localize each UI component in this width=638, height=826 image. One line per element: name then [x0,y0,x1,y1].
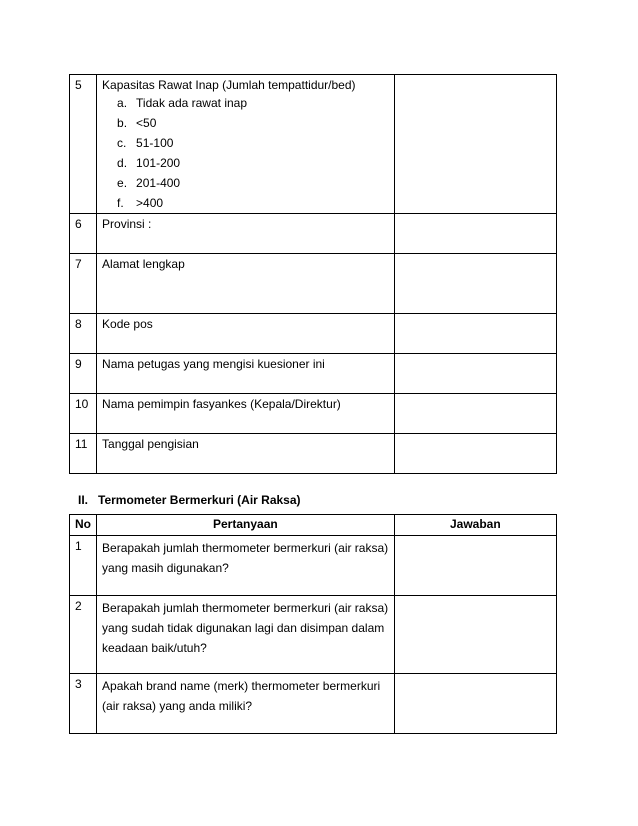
table-row [70,214,557,254]
question-cell [97,75,395,214]
row-number: 5 [70,75,97,214]
column-header-answer: Jawaban [394,515,556,536]
answer-cell[interactable] [394,536,556,596]
answer-cell[interactable] [394,254,556,314]
answer-cell[interactable] [394,434,556,474]
question-text: Kapasitas Rawat Inap (Jumlah tempattidur/bed) [102,78,356,92]
table-row [70,254,557,314]
question-text: Nama pemimpin fasyankes (Kepala/Direktur) [97,394,395,434]
questionnaire-table-1 [69,74,557,474]
row-number: 6 [70,214,97,254]
list-item: c. 51-100 [117,136,174,150]
question-text: Apakah brand name (merk) thermometer bermerkuri (air raksa) yang anda miliki? [97,674,395,734]
table-row [70,596,557,674]
row-number: 9 [70,354,97,394]
list-item: a. Tidak ada rawat inap [117,96,247,110]
question-text: Provinsi : [97,214,395,254]
question-text: Nama petugas yang mengisi kuesioner ini [97,354,395,394]
table-row [70,314,557,354]
option-list [97,93,394,213]
question-text: Kode pos [97,314,395,354]
column-header-no: No [70,515,97,536]
answer-cell[interactable] [394,394,556,434]
section-title: Termometer Bermerkuri (Air Raksa) [98,493,301,507]
section-heading [78,493,301,507]
row-number: 7 [70,254,97,314]
questionnaire-table-2 [69,514,557,734]
table-header-row [70,515,557,536]
answer-cell[interactable] [394,674,556,734]
table-row [70,354,557,394]
answer-cell[interactable] [394,596,556,674]
list-item: b. <50 [117,116,157,130]
answer-cell[interactable] [394,214,556,254]
answer-cell[interactable] [394,354,556,394]
row-number: 2 [70,596,97,674]
question-text: Berapakah jumlah thermometer bermerkuri (air raksa) yang masih digunakan? [97,536,395,596]
question-text: Tanggal pengisian [97,434,395,474]
row-number: 1 [70,536,97,596]
question-text: Berapakah jumlah thermometer bermerkuri (air raksa) yang sudah tidak digunakan lagi dan disimpan dalam keadaan baik/utuh? [97,596,395,674]
list-item: d. 101-200 [117,156,181,170]
row-number: 11 [70,434,97,474]
row-number: 3 [70,674,97,734]
column-header-question: Pertanyaan [97,515,395,536]
answer-cell[interactable] [394,75,556,214]
row-number: 10 [70,394,97,434]
table-row [70,394,557,434]
table-row [70,536,557,596]
table-row [70,674,557,734]
table-row [70,75,557,214]
table-row [70,434,557,474]
list-item: e. 201-400 [117,176,181,190]
list-item: f. >400 [117,196,164,210]
question-text: Alamat lengkap [97,254,395,314]
row-number: 8 [70,314,97,354]
answer-cell[interactable] [394,314,556,354]
section-number: II. [78,493,89,507]
